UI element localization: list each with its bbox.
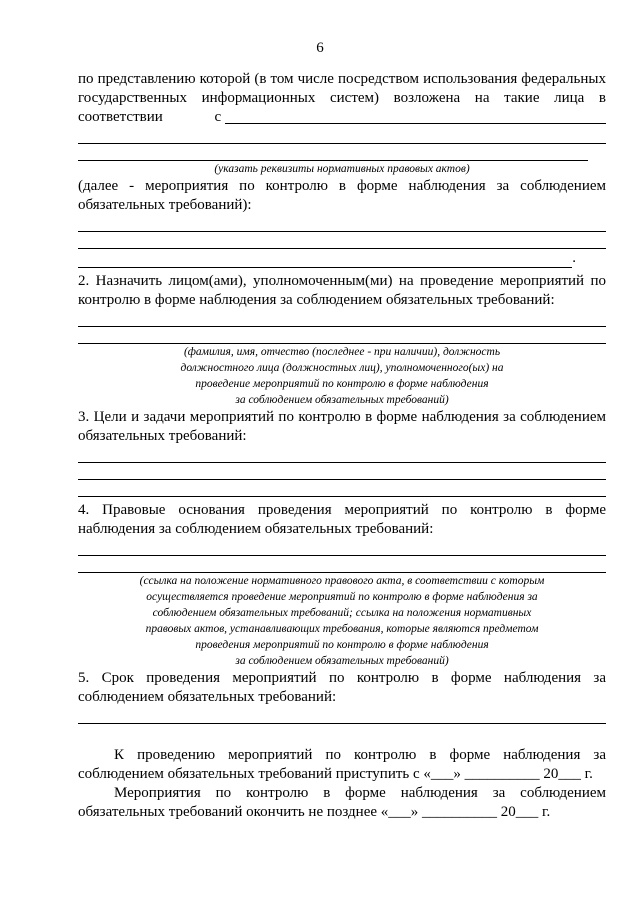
blank-line [78, 232, 606, 249]
intro-line-2: государственных информационных систем) возложена на такие лица в [78, 90, 606, 106]
blank-line [78, 251, 572, 268]
blank-line [78, 707, 606, 724]
intro-note: (указать реквизиты нормативных правовых актов) [214, 163, 470, 175]
blank-line [78, 127, 606, 144]
section-3-line-1: 3. Цели и задачи мероприятий по контролю в форме наблюдения за соблюдением [78, 409, 606, 425]
blank-line-with-dot [78, 249, 606, 268]
section-2-note-3: проведение мероприятий по контролю в форме наблюдения [195, 378, 489, 390]
section-2-line-1: 2. Назначить лицом(ами), уполномоченным(ми) на проведение мероприятий по [78, 273, 606, 289]
section-4-note-4: правовых актов, устанавливающих требования, которые являются предметом [145, 623, 539, 635]
section-5-line-1: 5. Срок проведения мероприятий по контролю в форме наблюдения за [78, 670, 606, 686]
spacer [78, 724, 606, 746]
closing-end-line-1: Мероприятия по контролю в форме наблюдения за соблюдением [114, 785, 606, 801]
section-2-note-1: (фамилия, имя, отчество (последнее - при наличии), должность [183, 346, 501, 358]
blank-line [78, 480, 606, 497]
intro-line-3-label: соответствии с [78, 109, 222, 125]
section-4-note-2: осуществляется проведение мероприятий по контролю в форме наблюдения за [146, 591, 538, 603]
blank-line [78, 463, 606, 480]
intro-line-1: по представлению которой (в том числе посредством использования федеральных [78, 71, 606, 87]
section-4-note-5: проведения мероприятий по контролю в форме наблюдения [195, 639, 489, 651]
section-4-line-2: наблюдения за соблюдением обязательных требований: [78, 521, 434, 537]
closing-start-line-2: соблюдением обязательных требований приступить с «___» __________ 20___ г. [78, 766, 593, 782]
closing-end-line-2: обязательных требований окончить не позднее «___» __________ 20___ г. [78, 804, 551, 820]
section-5-line-2: соблюдением обязательных требований: [78, 689, 337, 705]
blank-line [225, 109, 606, 124]
blank-line [78, 310, 606, 327]
intro-line-4: (далее - мероприятия по контролю в форме наблюдения за соблюдением [78, 178, 606, 194]
blank-line [78, 215, 606, 232]
intro-line-5: обязательных требований): [78, 197, 252, 213]
blank-line [78, 144, 588, 161]
blank-line [78, 446, 606, 463]
end-dot: . [572, 250, 576, 266]
section-2-line-2: контролю в форме наблюдения за соблюдением обязательных требований: [78, 292, 555, 308]
section-4-note-1: (ссылка на положение нормативного правового акта, в соответствии с которым [139, 575, 545, 587]
document-body [78, 70, 606, 822]
section-4-line-1: 4. Правовые основания проведения мероприятий по контролю в форме [78, 502, 606, 518]
section-3-line-2: обязательных требований: [78, 428, 247, 444]
closing-start-line-1: К проведению мероприятий по контролю в форме наблюдения за [114, 747, 606, 763]
section-4-note-3: соблюдением обязательных требований; ссылка на положения нормативных [152, 607, 532, 619]
blank-line [78, 539, 606, 556]
section-2-note-2: должностного лица (должностных лиц), уполномоченного(ых) на [180, 362, 504, 374]
page-number: 6 [316, 40, 324, 56]
section-2-note-4: за соблюдением обязательных требований) [235, 394, 449, 406]
intro-line-3 [78, 108, 606, 127]
section-4-note-6: за соблюдением обязательных требований) [235, 655, 449, 667]
blank-line [78, 327, 606, 344]
blank-line [78, 556, 606, 573]
